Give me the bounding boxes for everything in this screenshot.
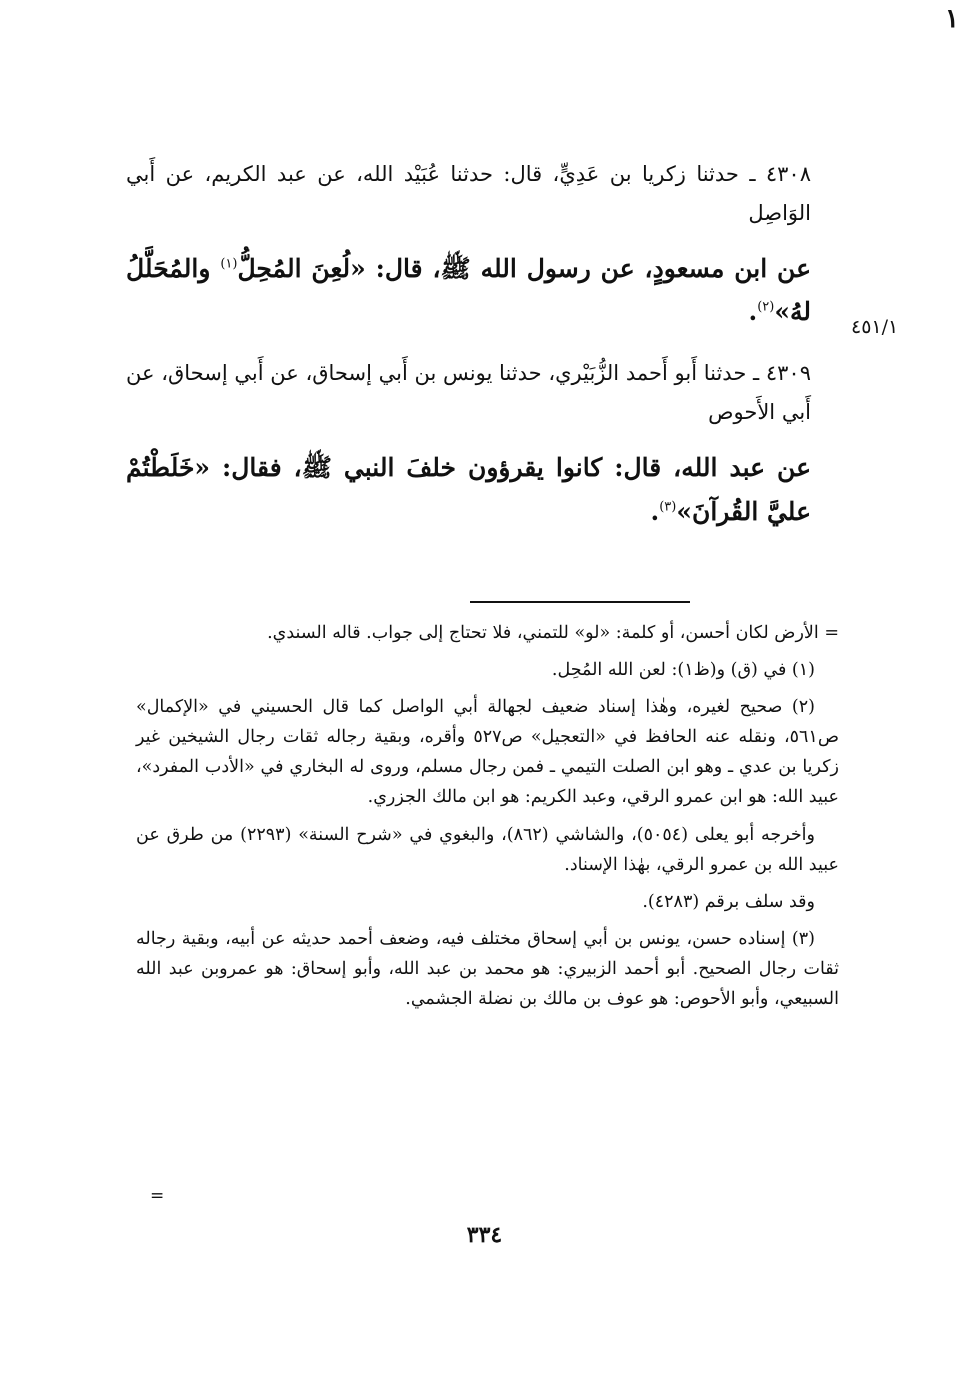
main-text	[126, 155, 811, 553]
footnotes	[136, 618, 839, 1021]
corner-mark: ١	[945, 4, 959, 34]
margin-volume-page-reference: ٤٥١/١	[851, 316, 899, 338]
footnote-continuation: = الأرض لكان أحسن، أو كلمة: «لو» للتمني، فلا تحتاج إلى جواب. قاله السندي.	[267, 623, 839, 643]
footnote-separator	[470, 601, 690, 603]
footnote-reference: (١)	[220, 256, 238, 272]
hadith-text-part: عن ابن مسعودٍ، عن رسول الله ﷺ، قال: «لُعِنَ المُحِلُّ	[237, 253, 811, 283]
hadith-text	[126, 446, 811, 534]
footnote-2: (٢) صحيح لغيره، وهٰذا إسناد ضعيف لجهالة أبي الواصل كما قال الحسيني في «الإكمال» ص٥٦١، ونقله عنه الحافظ في «التعجيل» ص٥٢٧ وأقره، وبقية رجاله ثقات رجال الشيخين غير زكريا بن عدي ـ وهو ابن الصلت التيمي ـ فمن رجال مسلم، وروى له البخاري في «الأدب المفرد»، عبيد الله: هو ابن عمرو الرقي، وعبد الكريم: هو ابن مالك الجزري.	[136, 697, 839, 808]
page-number: ٣٣٤	[466, 1222, 503, 1248]
hadith-text-end: .	[650, 496, 660, 526]
hadith-chain: ٤٣٠٩ ـ حدثنا أَبو أَحمد الزُّبَيْري، حدثنا يونس بن أَبي إسحاق، عن أَبي إسحاق، عن أَبي الأَحوص	[126, 361, 811, 425]
footnote-3: (٣) إسناده حسن، يونس بن أبي إسحاق مختلف فيه، وضعف أحمد حديثه عن أبيه، وبقية رجاله ثقات رجال الصحيح. أبو أحمد الزبيري: هو محمد بن عبد الله، وأبو إسحاق: هو عمروبن عبد الله السبيعي، وأبو الأحوص: هو عوف بن مالك بن نضلة الجشمي.	[136, 928, 839, 1010]
footnote-1: (١) في (ق) و(ظ١): لعن الله المُحِل.	[551, 660, 815, 681]
hadith-text-part: عن عبد الله، قال: كانوا يقرؤون خلفَ النبي ﷺ، فقال: «خَلَطْتُمْ عليَّ القُرآنَ»	[126, 452, 811, 526]
hadith-text	[126, 247, 811, 335]
footnote-2-takhrij: وأخرجه أبو يعلى (٥٠٥٤)، والشاشي (٨٦٢)، والبغوي في «شرح السنة» (٢٢٩٣) من طرق عن عبيد الله بن عمرو الرقي، بهٰذا الإسناد.	[136, 824, 839, 875]
hadith-4308	[126, 155, 811, 334]
hadith-text-end: .	[748, 297, 758, 327]
footnote-continues-mark: =	[150, 1186, 165, 1206]
hadith-4309	[126, 354, 811, 533]
hadith-text-part: والمُحَلَّلُ لهُ»	[126, 253, 811, 327]
footnote-2-cross-reference: وقد سلف برقم (٤٢٨٣).	[642, 891, 815, 912]
footnote-reference: (٣)	[659, 499, 677, 515]
footnote-reference: (٢)	[757, 300, 775, 316]
hadith-chain: ٤٣٠٨ ـ حدثنا زكريا بن عَدِيٍّ، قال: حدثنا عُبَيْد الله، عن عبد الكريم، عن أَبي الوَاصِل	[126, 162, 811, 225]
